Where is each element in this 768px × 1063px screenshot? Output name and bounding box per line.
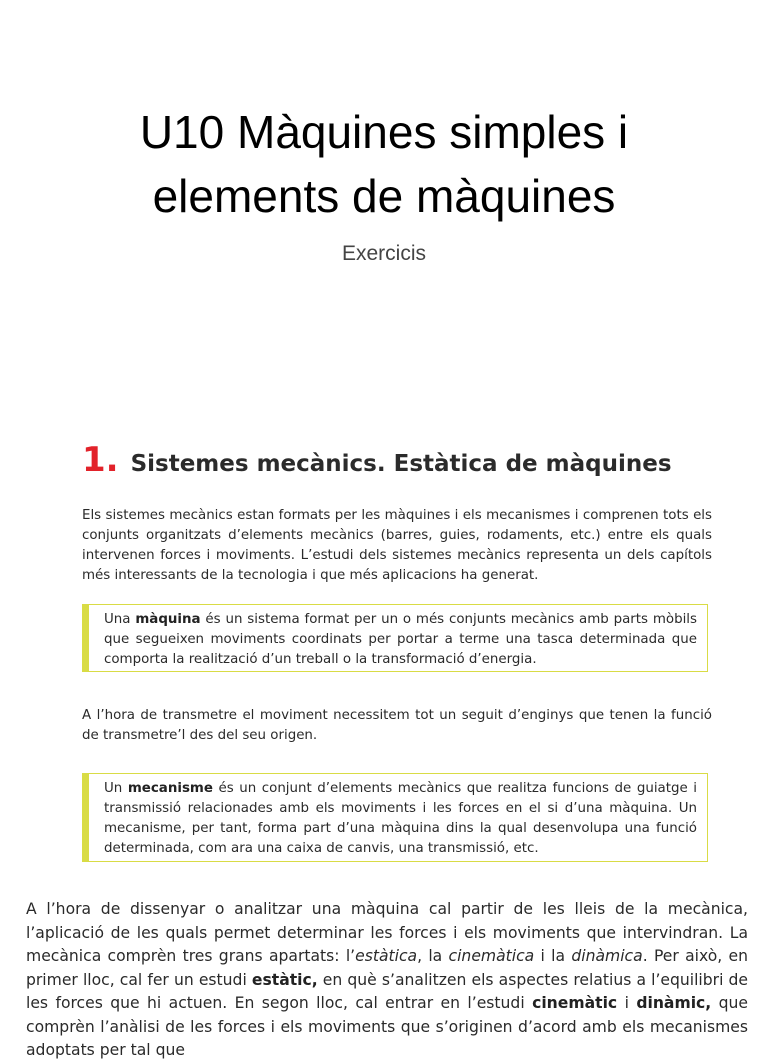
definition-box-mecanisme: [82, 773, 708, 862]
design-text: i la: [534, 947, 572, 965]
title-line-2: elements de màquines: [152, 170, 616, 222]
term-dinamica: dinàmica: [571, 947, 643, 965]
title-line-1: U10 Màquines simples i: [139, 106, 629, 158]
definition-term-maquina: màquina: [135, 612, 201, 627]
definition-prefix: Un: [104, 781, 128, 796]
design-text: i: [617, 994, 637, 1012]
definition-prefix: Una: [104, 612, 136, 627]
definition-box-maquina: [82, 604, 708, 672]
term-cinematica: cinemàtica: [448, 947, 535, 965]
transmission-paragraph: A l’hora de transmetre el moviment necessitem tot un seguit d’enginys que tenen la funció de transmetre’l des del seu origen.: [82, 708, 712, 743]
term-dinamic: dinàmic,: [636, 994, 712, 1012]
section-title: Sistemes mecànics. Estàtica de màquines: [130, 451, 672, 477]
slide-title: [0, 100, 768, 228]
design-text: que comprèn l’anàlisi de les forces i els moviments que s’originen d’acord amb els mecanismes adoptats per tal que: [26, 994, 748, 1059]
term-cinematic: cinemàtic: [532, 994, 618, 1012]
definition-term-mecanisme: mecanisme: [127, 781, 213, 796]
section-heading: [82, 440, 672, 480]
design-text: en què s’analitzen els aspectes relatius a l’equilibri de les forces que hi actuen. En segon lloc, cal entrar en l’estudi: [26, 970, 749, 1012]
intro-paragraph: Els sistemes mecànics estan formats per les màquines i els mecanismes i comprenen tots els conjunts organitzats d’elements mecànics (barres, guies, rodaments, etc.) entre els quals intervenen forces i moviments. L’estudi dels sistemes mecànics representa un dels capítols més interessants de la tecnologia i que més aplicacions ha generat.: [82, 508, 712, 583]
definition-text-mecanisme: és un conjunt d’elements mecànics que realitza funcions de guiatge i transmissió relacionades amb els moviments i les forces en el si d’una màquina. Un mecanisme, per tant, forma part d’una màquina dins la qual desenvolupa una funció determinada, com ara una caixa de canvis, una transmissió, etc.: [104, 781, 697, 856]
slide-subtitle: Exercicis: [341, 242, 426, 265]
design-text: , la: [417, 947, 449, 965]
design-text: A l’hora de dissenyar o analitzar una màquina cal partir de les lleis de la mecànica, l’aplicació de les quals permet determinar les forces i els moviments que intervindran. La mecànica comprèn tres grans apartats: l’: [26, 900, 748, 965]
term-estatica: estàtica: [355, 947, 418, 965]
term-estatic: estàtic,: [251, 970, 318, 989]
design-paragraph: [26, 898, 748, 1063]
definition-text-maquina: és un sistema format per un o més conjunts mecànics amb parts mòbils que segueixen moviments coordinats per portar a terme una tasca determinada que comporta la realització d’un treball o la transformació d’energia.: [104, 612, 697, 667]
design-text: . Per això, en primer lloc, cal fer un estudi: [26, 947, 748, 989]
section-number: 1.: [82, 440, 119, 480]
